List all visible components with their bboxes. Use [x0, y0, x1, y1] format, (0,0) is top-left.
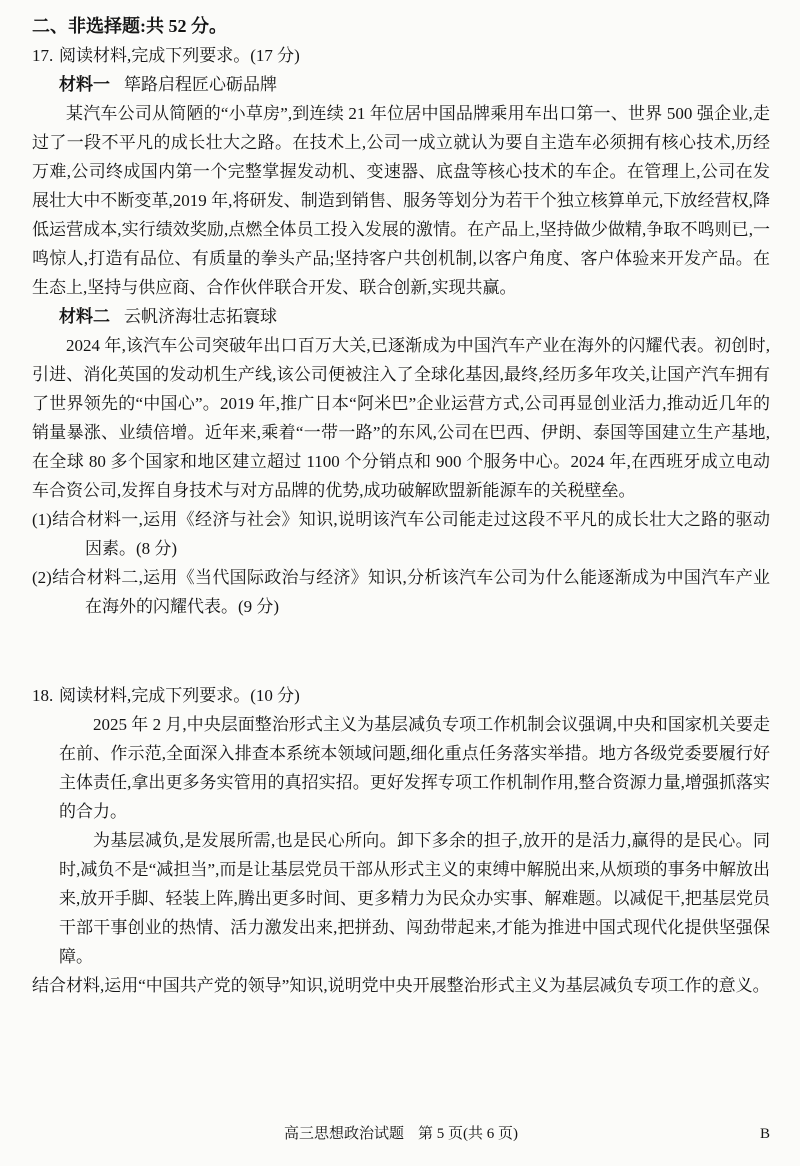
question-18-para-1: 2025 年 2 月,中央层面整治形式主义为基层减负专项工作机制会议强调,中央和国家机关要走在前、作示范,全面深入排查本系统本领域问题,细化重点任务落实举措。地方各级党委要履行好主体责任,拿出更多务实管用的真招实招。更好发挥专项工作机制作用,整合资源力量,增强抓落实的合力。 [59, 715, 770, 821]
material-1-heading [59, 70, 770, 99]
section-header: 二、非选择题:共 52 分。 [32, 16, 227, 36]
material-2-heading [59, 302, 770, 331]
question-18 [32, 681, 770, 1000]
question-18-intro: 阅读材料,完成下列要求。(10 分) [59, 686, 300, 705]
question-18-heading [32, 681, 770, 710]
question-17-sub-1: (1)结合材料一,运用《经济与社会》知识,说明该汽车公司能走过这段不平凡的成长壮大之路的驱动因素。(8 分) [32, 510, 770, 558]
question-18-number: 18. [32, 686, 54, 705]
material-1-text: 某汽车公司从简陋的“小草房”,到连续 21 年位居中国品牌乘用车出口第一、世界 500 强企业,走过了一段不平凡的成长壮大之路。在技术上,公司一成立就认为要自主造车必须拥有核心技术,历经万难,公司终成国内第一个完整掌握发动机、变速器、底盘等核心技术的车企。在管理上,公司在发展壮大中不断变革,2019 年,将研发、制造到销售、服务等划分为若干个独立核算单元,下放经营权,降低运营成本,实行绩效奖励,点燃全体员工投入发展的激情。在产品上,坚持做少做精,争取不鸣则已,一鸣惊人,打造有品位、有质量的拳头产品;坚持客户共创机制,以客户角度、客户体验来开发产品。在生态上,坚持与供应商、合作伙伴联合开发、联合创新,实现共赢。 [32, 104, 770, 297]
question-17-number: 17. [32, 46, 54, 65]
question-17 [32, 41, 770, 621]
question-17-heading [32, 41, 770, 70]
question-18-task: 结合材料,运用“中国共产党的领导”知识,说明党中央开展整治形式主义为基层减负专项工作的意义。 [32, 976, 770, 995]
material-2-title: 云帆济海壮志拓寰球 [124, 307, 277, 326]
material-2-text: 2024 年,该汽车公司突破年出口百万大关,已逐渐成为中国汽车产业在海外的闪耀代表。初创时,引进、消化英国的发动机生产线,该公司便被注入了全球化基因,最终,经历多年攻关,让国产汽车拥有了世界领先的“中国心”。2019 年,推广日本“阿米巴”企业运营方式,公司再显创业活力,推动近几年的销量暴涨、业绩倍增。近年来,乘着“一带一路”的东风,公司在巴西、伊朗、泰国等国建立生产基地,在全球 80 多个国家和地区建立超过 1100 个分销点和 900 个服务中心。2024 年,在西班牙成立电动车合资公司,发挥自身技术与对方品牌的优势,成功破解欧盟新能源车的关税壁垒。 [32, 336, 770, 500]
material-1-title: 筚路启程匠心砺品牌 [124, 75, 277, 94]
footer-doc-title: 高三思想政治试题 [283, 1126, 404, 1142]
material-1-label: 材料一 [59, 75, 110, 94]
question-17-intro: 阅读材料,完成下列要求。(17 分) [59, 46, 300, 65]
footer-version-mark: B [759, 1126, 770, 1142]
page-footer [32, 1124, 770, 1144]
question-18-para-2: 为基层减负,是发展所需,也是民心所向。卸下多余的担子,放开的是活力,赢得的是民心。同时,减负不是“减担当”,而是让基层党员干部从形式主义的束缚中解脱出来,从烦琐的事务中解放出来,放开手脚、轻装上阵,腾出更多时间、更多精力为民众办实事、解难题。以减促干,把基层党员干部干事创业的热情、活力激发出来,把拼劲、闯劲带起来,才能为推进中国式现代化提供坚强保障。 [59, 831, 770, 966]
footer-page-number: 第 5 页(共 6 页) [418, 1126, 518, 1142]
material-2-label: 材料二 [59, 307, 110, 326]
question-17-sub-2: (2)结合材料二,运用《当代国际政治与经济》知识,分析该汽车公司为什么能逐渐成为中国汽车产业在海外的闪耀代表。(9 分) [32, 568, 770, 616]
